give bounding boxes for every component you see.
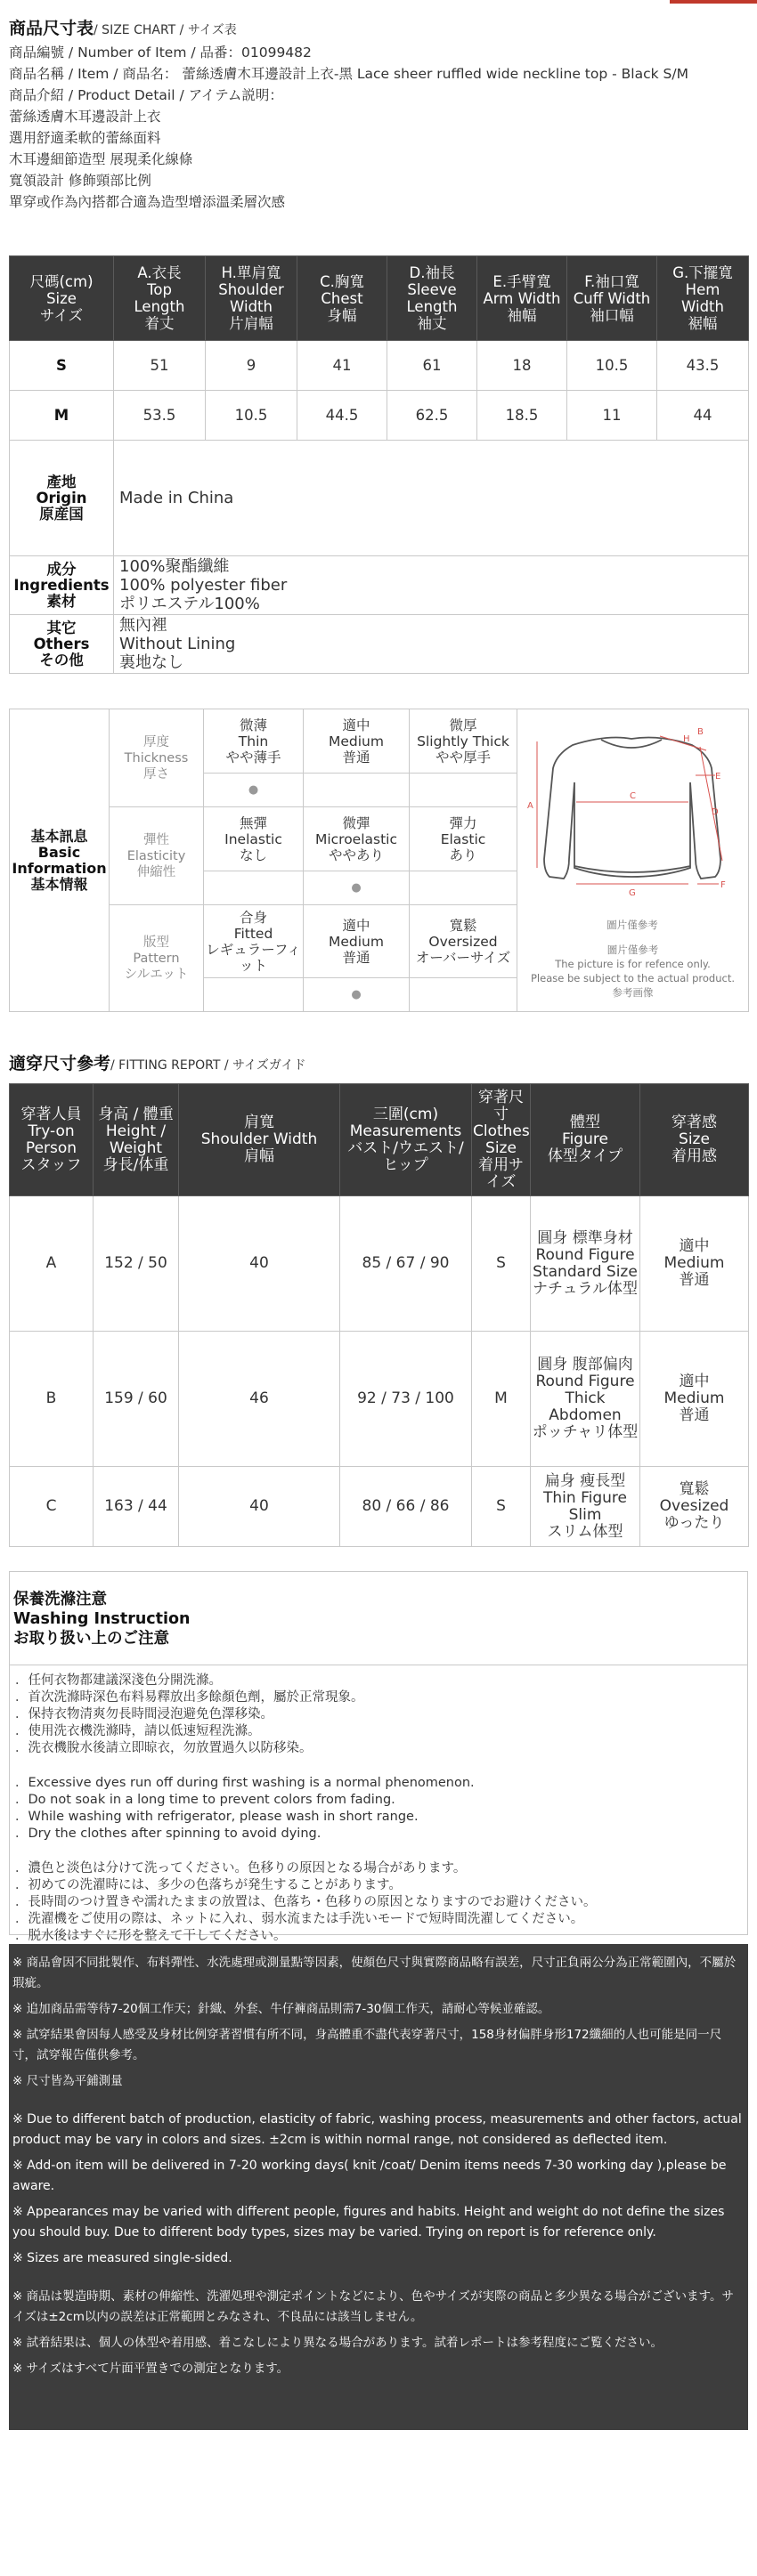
diagram-letter: F xyxy=(720,880,726,890)
note-ja: ※ サイズはすべて片面平置きでの測定となります。 xyxy=(12,2361,289,2376)
washing-item: ．保持衣物清爽勿長時間浸泡避免色澤移染。 xyxy=(15,1707,273,1721)
fitting-cell: 92 / 73 / 100 xyxy=(340,1332,472,1467)
thickness-dot-empty xyxy=(410,774,517,807)
pattern-option: 寬鬆 Oversized オーバーサイズ xyxy=(410,905,517,978)
size-chart-subtitle: / SIZE CHART / サイズ表 xyxy=(94,23,237,37)
size-cell: 61 xyxy=(387,341,477,391)
fitting-col-header: 三圍(cm) Measurements バスト/ウエスト/ヒップ xyxy=(340,1084,472,1196)
size-col-header: 尺碼(cm) Size サイズ xyxy=(10,256,114,341)
size-cell: 41 xyxy=(297,341,387,391)
pattern-option: 合身 Fitted レギュラーフィット xyxy=(204,905,304,978)
washing-title-en: Washing Instruction xyxy=(13,1610,191,1628)
washing-item: ．長時間のつけ置きや濡れたままの放置は、色落ち・色移りの原因となりますのでお避けください。 xyxy=(15,1895,597,1909)
size-col-header: D.袖長 Sleeve Length 袖丈 xyxy=(387,256,477,341)
note-zh: ※ 追加商品需等待7-20個工作天；針織、外套、牛仔褲商品則需7-30個工作天，請耐心等候並確認。 xyxy=(12,2002,550,2016)
fitting-row-b xyxy=(10,1332,749,1467)
thickness-dot-selected: ● xyxy=(204,774,304,807)
size-row-s xyxy=(10,341,749,391)
pattern-dot-empty xyxy=(204,978,304,1012)
size-table xyxy=(9,255,749,674)
diagram-letter: B xyxy=(697,727,704,737)
size-row-m xyxy=(10,391,749,441)
size-col-header: A.衣長 Top Length 着丈 xyxy=(114,256,206,341)
elasticity-dot-empty xyxy=(410,871,517,905)
size-chart-title: 商品尺寸表 xyxy=(9,19,94,38)
size-col-header: H.單肩寬 Shoulder Width 片肩幅 xyxy=(206,256,297,341)
thickness-row xyxy=(10,709,749,774)
fitting-cell: 圓身 標準身材 Round Figure Standard Size ナチュラル体型 xyxy=(531,1196,640,1332)
size-cell: 18 xyxy=(477,341,567,391)
fitting-cell: 40 xyxy=(179,1196,340,1332)
note-zh: ※ 試穿結果會因每人感受及身材比例穿著習慣有所不同，身高體重不盡代表穿著尺寸，158身材偏胖身形172纖細的人也可能是同一尺寸，試穿報告僅供參考。 xyxy=(12,2028,722,2062)
fitting-cell: 152 / 50 xyxy=(94,1196,179,1332)
washing-item: ．任何衣物都建議深淺色分開洗滌。 xyxy=(15,1673,222,1688)
notes-section xyxy=(9,1944,748,2430)
fitting-cell: 扁身 瘦長型 Thin Figure Slim スリム体型 xyxy=(531,1467,640,1547)
washing-item: ．濃色と淡色は分けて洗ってください。色移りの原因となる場合があります。 xyxy=(15,1861,467,1875)
origin-label: 產地 Origin 原産国 xyxy=(10,441,114,556)
pattern-label: 版型 Pattern シルエット xyxy=(110,905,204,1012)
fitting-cell: 163 / 44 xyxy=(94,1467,179,1547)
fitting-report-subtitle: / FITTING REPORT / サイズガイド xyxy=(110,1058,306,1073)
washing-item: ．Do not soak in a long time to prevent colors from fading. xyxy=(15,1793,395,1807)
size-table-header xyxy=(10,256,749,341)
note-zh: ※ 尺寸皆為平鋪測量 xyxy=(12,2074,123,2088)
image-note: 圖片僅參考 The picture is for refence only. Please be subject to the actual product. 参考画像 xyxy=(530,944,736,999)
fitting-cell: 圓身 腹部偏肉 Round Figure Thick Abdomen ポッチャリ体型 xyxy=(531,1332,640,1467)
washing-instructions xyxy=(10,1665,747,1945)
pattern-option: 適中 Medium 普通 xyxy=(304,905,410,978)
size-col-header: E.手臂寬 Arm Width 袖幅 xyxy=(477,256,567,341)
thickness-dot-empty xyxy=(304,774,410,807)
size-cell: 44.5 xyxy=(297,391,387,441)
fitting-col-header: 體型 Figure 体型タイプ xyxy=(531,1084,640,1196)
product-info xyxy=(9,42,748,213)
washing-item: ．洗濯機をご使用の際は、ネットに入れ、弱水流または手洗いモードで短時間洗濯してください。 xyxy=(15,1912,584,1926)
washing-title xyxy=(10,1572,747,1648)
fitting-table xyxy=(9,1083,749,1547)
fitting-cell: B xyxy=(10,1332,94,1467)
note-zh: ※ 商品會因不同批製作、布料彈性、水洗處理或測量點等因素，使顏色尺寸與實際商品略有誤差，尺寸正負兩公分為正常範圍內，不屬於瑕疵。 xyxy=(12,1956,737,1990)
fitting-cell: A xyxy=(10,1196,94,1332)
size-chart-heading xyxy=(9,15,237,39)
size-cell: 51 xyxy=(114,341,206,391)
fitting-cell: 適中 Medium 普通 xyxy=(640,1196,749,1332)
washing-item: ．Dry the clothes after spinning to avoid dying. xyxy=(15,1827,322,1841)
thickness-option: 微薄 Thin やや薄手 xyxy=(204,709,304,774)
diagram-letter: H xyxy=(683,734,690,744)
fitting-cell: 159 / 60 xyxy=(94,1332,179,1467)
fitting-table-header xyxy=(10,1084,749,1196)
ingredients-value: 100%聚酯纖維 100% polyester fiber ポリエステル100% xyxy=(114,556,749,615)
note-en: ※ Add-on item will be delivered in 7-20 working days( knit /coat/ Denim items needs 7-30 working day ),please be aware. xyxy=(12,2159,727,2193)
elasticity-option: 微彈 Microelastic ややあり xyxy=(304,807,410,871)
size-cell: 62.5 xyxy=(387,391,477,441)
fitting-cell: 46 xyxy=(179,1332,340,1467)
washing-item: ．洗衣機脫水後請立即晾衣，勿放置過久以防移染。 xyxy=(15,1741,313,1755)
elasticity-dot-selected: ● xyxy=(304,871,410,905)
thickness-option: 微厚 Slightly Thick やや厚手 xyxy=(410,709,517,774)
fitting-col-header: 穿著感 Size 着用感 xyxy=(640,1084,749,1196)
washing-section xyxy=(9,1571,748,1943)
fitting-col-header: 穿著尺寸 Clothes Size 着用サイズ xyxy=(472,1084,531,1196)
product-name: 商品名稱 / Item / 商品名： 蕾絲透膚木耳邊設計上衣-黑 Lace sheer ruffled wide neckline top - Black S/M xyxy=(9,66,688,82)
washing-item: ．Excessive dyes run off during first washing is a normal phenomenon. xyxy=(15,1776,475,1790)
top-accent-bar xyxy=(670,0,757,4)
note-en: ※ Sizes are measured single-sided. xyxy=(12,2251,232,2265)
fitting-cell: 寬鬆 Ovesized ゆったり xyxy=(640,1467,749,1547)
note-ja: ※ 試着結果は、個人の体型や着用感、着こなしにより異なる場合があります。試着レポートは参考程度にご覧ください。 xyxy=(12,2336,663,2350)
washing-item: ．脱水後はすぐに形を整えて干してください。 xyxy=(15,1929,287,1943)
washing-item: ．使用洗衣機洗滌時，請以低速短程洗滌。 xyxy=(15,1724,261,1738)
product-detail-label: 商品介紹 / Product Detail / アイテム説明： xyxy=(9,87,283,103)
fitting-cell: C xyxy=(10,1467,94,1547)
ingredients-label: 成分 Ingredients 素材 xyxy=(10,556,114,615)
fitting-col-header: 穿著人員 Try-on Person スタッフ xyxy=(10,1084,94,1196)
size-cell: 9 xyxy=(206,341,297,391)
size-cell: 53.5 xyxy=(114,391,206,441)
size-cell: 11 xyxy=(567,391,657,441)
garment-diagram xyxy=(517,709,747,959)
product-detail-line: 寬領設計 修飾頸部比例 xyxy=(9,173,151,189)
diagram-letter: G xyxy=(629,888,636,898)
origin-row xyxy=(10,441,749,556)
note-en: ※ Due to different batch of production, elasticity of fabric, washing process, measurements and other factors, actual product may be vary in colors and sizes. ±2cm is within normal range, not considered as deflected item. xyxy=(12,2112,742,2147)
product-detail-line: 單穿或作為內搭都合適為造型增添溫柔層次感 xyxy=(9,194,286,210)
product-detail-line: 木耳邊細節造型 展現柔化線條 xyxy=(9,151,193,167)
pattern-dot-selected: ● xyxy=(304,978,410,1012)
others-label: 其它 Others その他 xyxy=(10,615,114,674)
product-detail-line: 蕾絲透膚木耳邊設計上衣 xyxy=(9,109,161,125)
size-col-header: C.胸寬 Chest 身幅 xyxy=(297,256,387,341)
note-ja: ※ 商品は製造時期、素材の伸縮性、洗濯処理や測定ポイントなどにより、色やサイズが実際の商品と多少異なる場合がございます。サイズは±2cm以内の誤差は正常範囲とみなされ、不良品には該当しません。 xyxy=(12,2289,734,2324)
others-value: 無內裡 Without Lining 裏地なし xyxy=(114,615,749,674)
elasticity-option: 彈力 Elastic あり xyxy=(410,807,517,871)
size-cell: 18.5 xyxy=(477,391,567,441)
washing-item: ．首次洗滌時深色布料易釋放出多餘顏色劑，屬於正常現象。 xyxy=(15,1690,364,1705)
fitting-report-title: 適穿尺寸參考 xyxy=(9,1054,111,1073)
diagram-letter: A xyxy=(527,801,533,811)
washing-item: ．While washing with refrigerator, please wash in short range. xyxy=(15,1810,419,1824)
size-cell: 43.5 xyxy=(657,341,749,391)
washing-group-en xyxy=(15,1775,747,1843)
product-number: 商品編號 / Number of Item / 品番：01099482 xyxy=(9,45,312,61)
thickness-option: 適中 Medium 普通 xyxy=(304,709,410,774)
fitting-col-header: 肩寬 Shoulder Width 肩幅 xyxy=(179,1084,340,1196)
fitting-cell: 80 / 66 / 86 xyxy=(340,1467,472,1547)
washing-title-zh: 保養洗滌注意 xyxy=(13,1591,107,1608)
size-cell: M xyxy=(10,391,114,441)
elasticity-label: 彈性 Elasticity 伸縮性 xyxy=(110,807,204,905)
fitting-cell: M xyxy=(472,1332,531,1467)
fitting-cell: 85 / 67 / 90 xyxy=(340,1196,472,1332)
size-col-header: F.袖口寬 Cuff Width 袖口幅 xyxy=(567,256,657,341)
fitting-cell: S xyxy=(472,1196,531,1332)
origin-value: Made in China xyxy=(114,441,749,556)
pattern-dot-empty xyxy=(410,978,517,1012)
size-col-header: G.下擺寬 Hem Width 裾幅 xyxy=(657,256,749,341)
fitting-report-heading xyxy=(9,1050,306,1074)
note-en: ※ Appearances may be varied with different people, figures and habits. Height and weight do not define the sizes you should buy. Due to different body types, sizes may be varied. Trying on report is for reference only. xyxy=(12,2205,725,2240)
basic-info-label: 基本訊息 Basic Information 基本情報 xyxy=(10,709,110,1012)
sweater-illustration xyxy=(544,738,720,879)
diagram-letter: C xyxy=(630,791,636,801)
fitting-cell: 40 xyxy=(179,1467,340,1547)
washing-item: ．初めての洗濯時には、多少の色落ちが発生することがあります。 xyxy=(15,1878,402,1892)
basic-info-table xyxy=(9,709,749,1012)
product-detail-line: 選用舒適柔軟的蕾絲面料 xyxy=(9,130,161,146)
fitting-row-c xyxy=(10,1467,749,1547)
washing-group-zh xyxy=(15,1673,747,1757)
thickness-label: 厚度 Thickness 厚さ xyxy=(110,709,204,807)
fitting-row-a xyxy=(10,1196,749,1332)
garment-diagram-cell xyxy=(517,709,749,1012)
elasticity-option: 無彈 Inelastic なし xyxy=(204,807,304,871)
fitting-cell: 適中 Medium 普通 xyxy=(640,1332,749,1467)
washing-group-ja xyxy=(15,1860,747,1945)
fitting-cell: S xyxy=(472,1467,531,1547)
size-cell: S xyxy=(10,341,114,391)
ingredients-row xyxy=(10,556,749,615)
diagram-letter: D xyxy=(712,807,719,817)
size-cell: 10.5 xyxy=(567,341,657,391)
size-cell: 44 xyxy=(657,391,749,441)
washing-title-ja: お取り扱い上のご注意 xyxy=(13,1630,169,1648)
others-row xyxy=(10,615,749,674)
fitting-col-header: 身高 / 體重 Height / Weight 身長/体重 xyxy=(94,1084,179,1196)
size-cell: 10.5 xyxy=(206,391,297,441)
image-note-line: 圖片僅參考 xyxy=(606,919,658,931)
diagram-letter: E xyxy=(715,772,721,782)
elasticity-dot-empty xyxy=(204,871,304,905)
